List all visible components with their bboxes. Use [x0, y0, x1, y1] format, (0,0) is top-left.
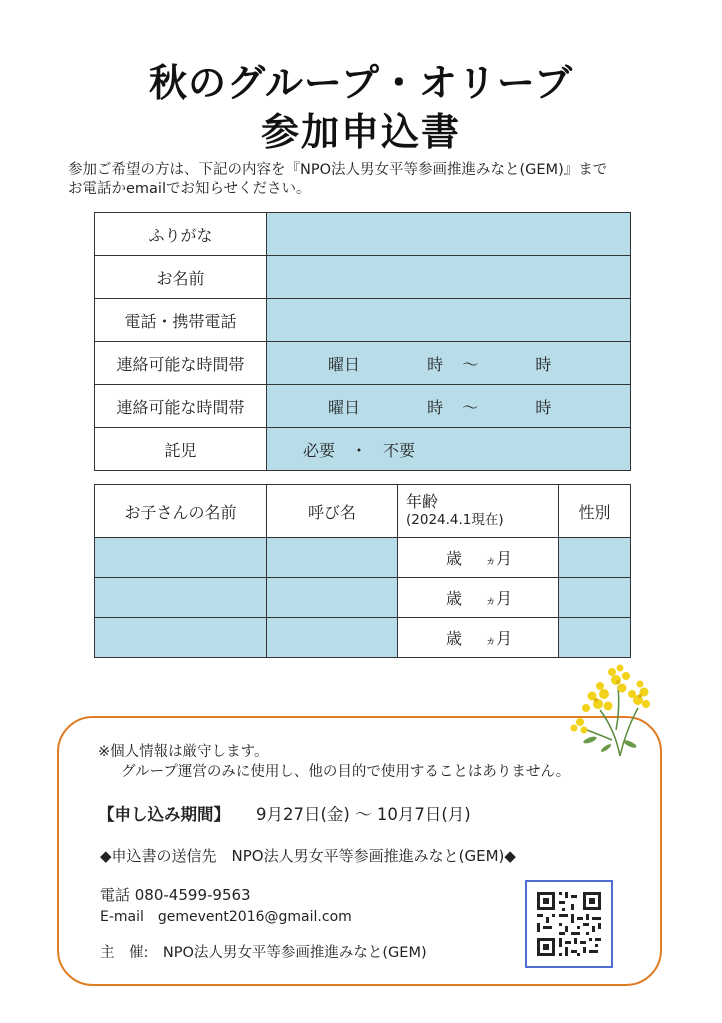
field-furigana[interactable] [267, 213, 631, 256]
field-contact-time-2[interactable] [267, 385, 631, 428]
ji2-text: 時 [535, 354, 552, 374]
age-cell[interactable] [398, 618, 559, 658]
contact-phone: 電話 080-4599-9563 [100, 886, 251, 904]
intro-line1: 参加ご希望の方は、下記の内容を『NPO法人男女平等参画推進みなと(GEM)』まで [68, 162, 608, 178]
contact-email[interactable]: E-mail gemevent2016@gmail.com [100, 909, 352, 925]
qr-code-icon [525, 880, 613, 968]
tsuki-text: 月 [496, 589, 513, 608]
sex-cell[interactable] [559, 578, 631, 618]
kids-row [95, 618, 631, 658]
row-contact-time-1 [95, 342, 631, 385]
ji2-text: 時 [535, 397, 552, 417]
children-table [94, 484, 631, 658]
label-furigana: ふりがな [95, 213, 267, 256]
nickname-cell[interactable] [267, 538, 398, 578]
label-childcare: 託児 [95, 428, 267, 471]
intro-line2: お電話かemailでお知らせください。 [68, 181, 311, 197]
label-phone: 電話・携帯電話 [95, 299, 267, 342]
header-age-label: 年齢 [406, 492, 439, 511]
tsuki-text: 月 [496, 549, 513, 568]
age-cell[interactable] [398, 578, 559, 618]
period-label: 【申し込み期間】 [98, 805, 230, 824]
field-name[interactable] [267, 256, 631, 299]
title-line2: 参加申込書 [260, 110, 461, 154]
child-name-cell[interactable] [95, 538, 267, 578]
field-phone[interactable] [267, 299, 631, 342]
sex-cell[interactable] [559, 538, 631, 578]
nickname-cell[interactable] [267, 578, 398, 618]
sex-cell[interactable] [559, 618, 631, 658]
destination: ◆申込書の送信先 NPO法人男女平等参画推進みなと(GEM)◆ [100, 847, 516, 865]
header-nickname: 呼び名 [267, 485, 398, 538]
header-sex: 性別 [559, 485, 631, 538]
sai-text: 歳 [446, 589, 463, 608]
tilde-text: 〜 [462, 354, 479, 374]
field-childcare[interactable] [267, 428, 631, 471]
tilde-text: 〜 [462, 397, 479, 417]
ka-text: ヵ [485, 594, 497, 607]
label-contact-time-2: 連絡可能な時間帯 [95, 385, 267, 428]
ka-text: ヵ [485, 554, 497, 567]
nickname-cell[interactable] [267, 618, 398, 658]
ji-text: 時 [427, 354, 444, 374]
row-childcare [95, 428, 631, 471]
period-value: 9月27日(金) 〜 10月7日(月) [256, 805, 471, 824]
label-name: お名前 [95, 256, 267, 299]
privacy-detail: グループ運営のみに使用し、他の目的で使用することはありません。 [121, 764, 571, 780]
row-furigana [95, 213, 631, 256]
youbi-text: 曜日 [328, 397, 361, 417]
organizer: 主 催: NPO法人男女平等参画推進みなと(GEM) [100, 945, 427, 961]
row-phone [95, 299, 631, 342]
kids-row [95, 538, 631, 578]
childcare-options: 必要 ・ 不要 [303, 440, 416, 460]
tsuki-text: 月 [496, 629, 513, 648]
kids-row [95, 578, 631, 618]
applicant-table [94, 212, 631, 471]
title-line1: 秋のグループ・オリーブ [148, 61, 574, 105]
header-age-note: (2024.4.1現在) [406, 512, 504, 528]
sai-text: 歳 [446, 629, 463, 648]
kids-header-row [95, 485, 631, 538]
age-cell[interactable] [398, 538, 559, 578]
field-contact-time-1[interactable] [267, 342, 631, 385]
youbi-text: 曜日 [328, 354, 361, 374]
row-name [95, 256, 631, 299]
sai-text: 歳 [446, 549, 463, 568]
ji-text: 時 [427, 397, 444, 417]
label-contact-time-1: 連絡可能な時間帯 [95, 342, 267, 385]
ka-text: ヵ [485, 634, 497, 647]
header-child-name: お子さんの名前 [95, 485, 267, 538]
header-age [398, 485, 559, 538]
child-name-cell[interactable] [95, 578, 267, 618]
child-name-cell[interactable] [95, 618, 267, 658]
mimosa-flower-icon [560, 660, 656, 758]
row-contact-time-2 [95, 385, 631, 428]
privacy-notice: ※個人情報は厳守します。 [98, 744, 269, 760]
